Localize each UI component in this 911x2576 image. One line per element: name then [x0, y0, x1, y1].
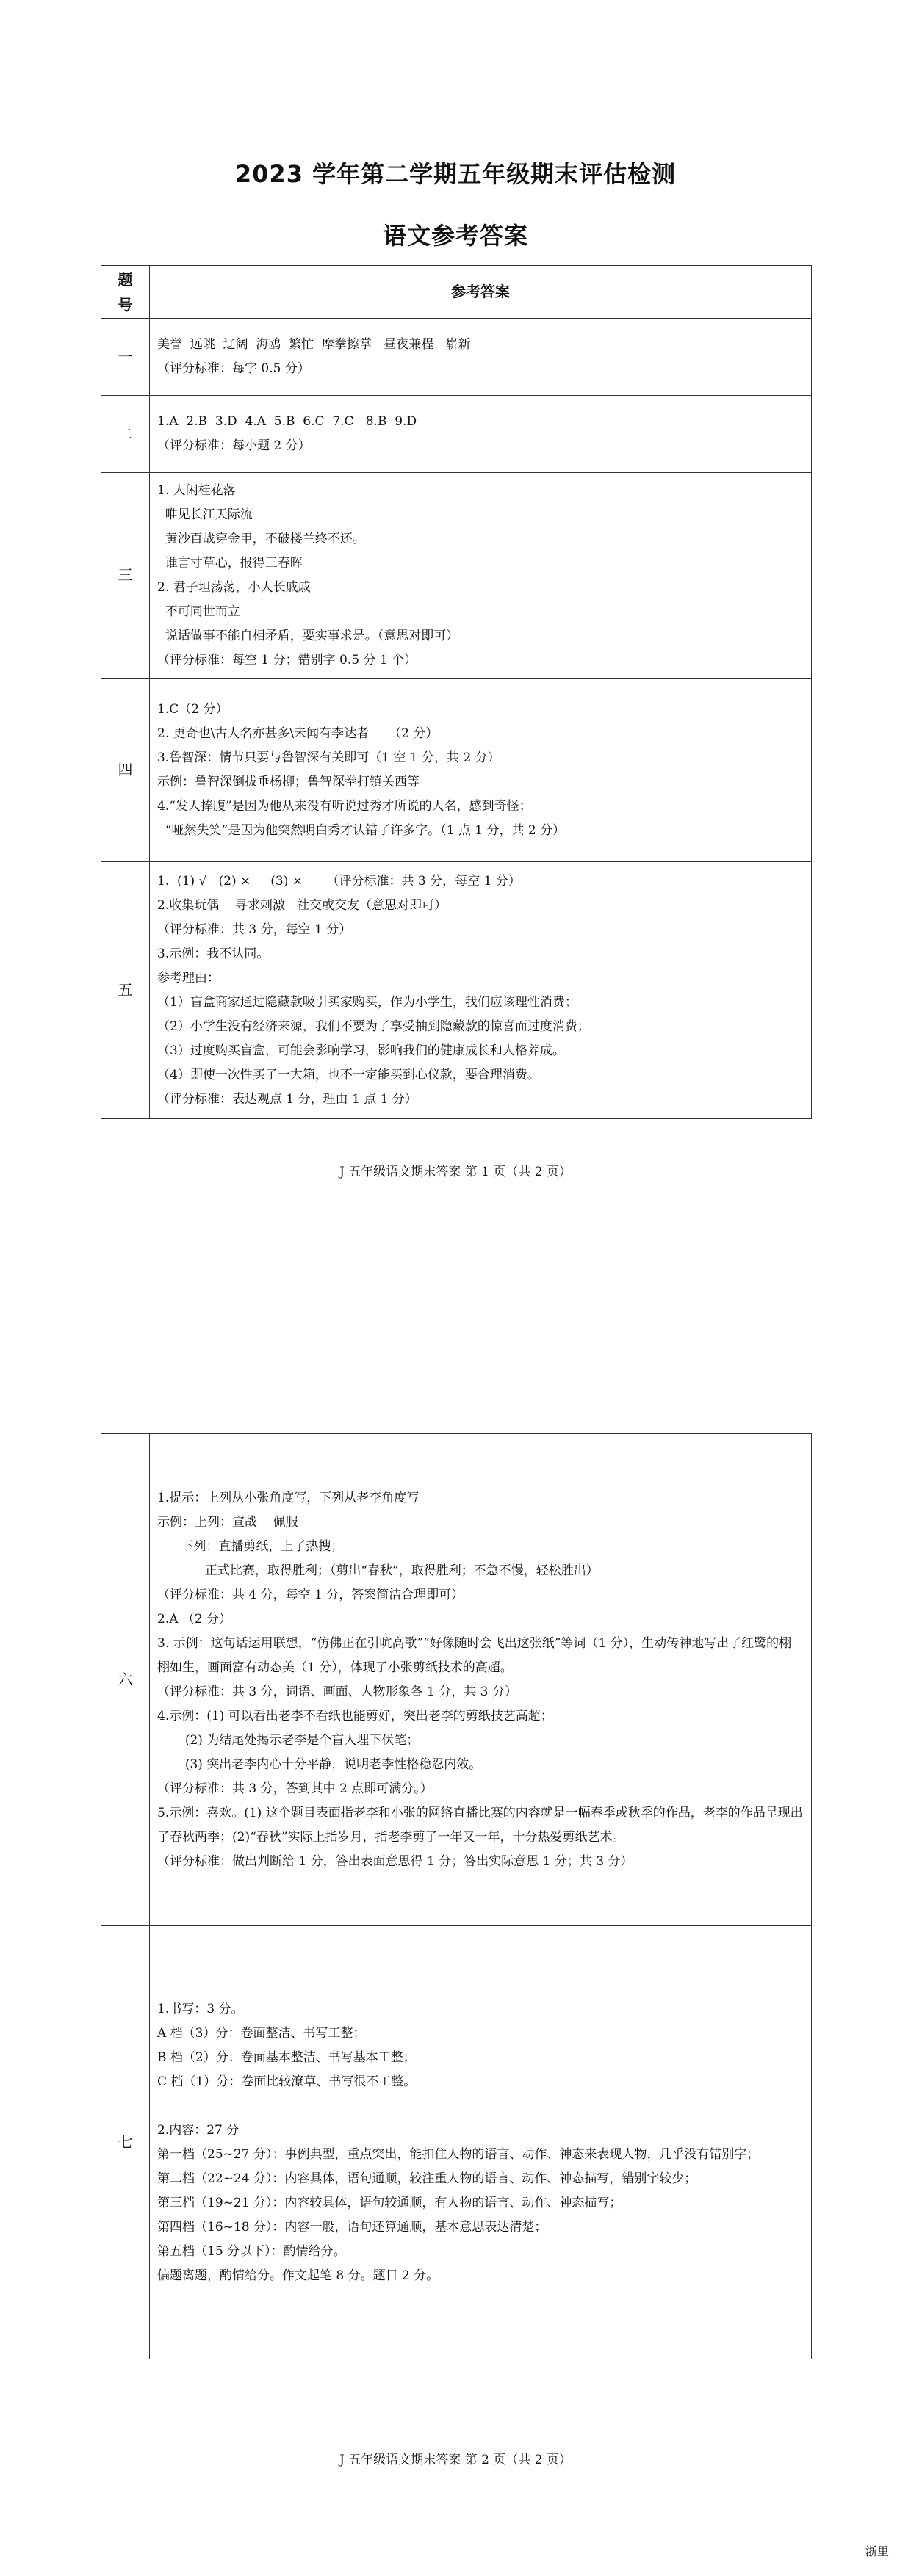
question-number: 一 — [101, 319, 150, 396]
answer-line: 说话做事不能自相矛盾，要实事求是。（意思对即可） — [157, 628, 459, 643]
page-title: 2023 学年第二学期五年级期末评估检测 — [234, 160, 677, 188]
answer-line: （评分标准：每空 1 分；错别字 0.5 分 1 个） — [157, 652, 417, 667]
table-header-row — [101, 266, 812, 319]
answer-line: 2.内容：27 分 — [157, 2122, 240, 2138]
table-row — [101, 396, 812, 473]
answer-line: 参考理由： — [157, 970, 220, 985]
header-num-line1: 题 — [118, 270, 133, 289]
answer-line: A 档（3）分：卷面整洁、书写工整； — [157, 2025, 366, 2041]
question-number: 六 — [101, 1434, 150, 1926]
question-number: 二 — [101, 396, 150, 473]
answer-line: B 档（2）分：卷面基本整洁、书写基本工整； — [157, 2049, 416, 2065]
answer-line: （4）即使一次性买了一大箱，也不一定能买到心仪款，要合理消费。 — [157, 1067, 540, 1082]
page-subtitle: 语文参考答案 — [382, 222, 528, 250]
answer-line: 2. 君子坦荡荡，小人长戚戚 — [157, 579, 311, 595]
answer-line: 谁言寸草心，报得三春晖 — [157, 555, 303, 571]
table-row — [101, 1926, 812, 2359]
answer-line: 第四档（16~18 分）：内容一般，语句还算通顺，基本意思表达清楚； — [157, 2219, 547, 2235]
answer-table-page-1 — [101, 265, 812, 1119]
answer-line: C 档（1）分：卷面比较潦草、书写很不工整。 — [157, 2074, 417, 2089]
answer-line: 美誉 远眺 辽阔 海鸥 繁忙 摩拳擦掌 昼夜兼程 崭新 — [157, 337, 471, 352]
answer-cell — [150, 1434, 812, 1926]
answer-line: 偏题离题，酌情给分。作文起笔 8 分。题目 2 分。 — [157, 2268, 439, 2283]
answer-line: 2. 更奇也\古人名亦甚多\未闻有李达者 （2 分） — [157, 726, 439, 741]
answer-line: 示例：鲁智深倒拔垂杨柳；鲁智深拳打镇关西等 — [157, 774, 420, 789]
answer-line: 2.A （2 分） — [157, 1611, 232, 1627]
answer-line: 第五档（15 分以下）：酌情给分。 — [157, 2243, 346, 2259]
question-number: 七 — [101, 1926, 150, 2359]
answer-cell — [150, 473, 812, 679]
question-number: 五 — [101, 862, 150, 1119]
answer-line: 黄沙百战穿金甲，不破楼兰终不还。 — [157, 531, 365, 546]
answer-line: （3）过度购买盲盒，可能会影响学习，影响我们的健康成长和人格养成。 — [157, 1043, 565, 1058]
table-row — [101, 319, 812, 396]
answer-line: （评分标准：共 3 分，每空 1 分） — [157, 922, 352, 937]
corner-watermark-text: 浙里 — [865, 2544, 889, 2558]
answer-cell — [150, 679, 812, 862]
answer-line: （评分标准：共 3 分，答到其中 2 点即可满分。） — [157, 1781, 433, 1796]
page-footer-2: J 五年级语文期末答案 第 2 页（共 2 页） — [339, 2453, 572, 2467]
answer-line: （评分标准：共 3 分，词语、画面、人物形象各 1 分，共 3 分） — [157, 1684, 517, 1699]
blank-line — [157, 2094, 804, 2119]
answer-line: 唯见长江天际流 — [157, 507, 253, 522]
answer-line: 1. 人闲桂花落 — [157, 482, 236, 498]
question-number: 三 — [101, 473, 150, 679]
header-num-line2: 号 — [118, 295, 133, 314]
answer-line: （1）盲盒商家通过隐藏款吸引买家购买，作为小学生，我们应该理性消费； — [157, 994, 577, 1010]
answer-line: 下列：直播剪纸，上了热搜； — [157, 1538, 344, 1554]
answer-line: （评分标准：表达观点 1 分，理由 1 点 1 分） — [157, 1091, 417, 1107]
answer-line: 1. (1) √ (2) × (3) × （评分标准：共 3 分，每空 1 分） — [157, 873, 521, 889]
answer-line: “哑然失笑”是因为他突然明白秀才认错了许多字。（1 点 1 分，共 2 分） — [157, 822, 566, 838]
answer-line: 第三档（19~21 分）：内容较具体，语句较通顺，有人物的语言、动作、神态描写； — [157, 2195, 622, 2210]
answer-line: 4.“发人捧腹”是因为他从来没有听说过秀才所说的人名，感到奇怪； — [157, 798, 532, 814]
page-footer-1: J 五年级语文期末答案 第 1 页（共 2 页） — [339, 1165, 572, 1179]
answer-cell — [150, 862, 812, 1119]
question-number: 四 — [101, 679, 150, 862]
answer-line: (2) 为结尾处揭示老李是个盲人埋下伏笔； — [157, 1732, 420, 1748]
answer-line: 示例：上列：宣战 佩服 — [157, 1514, 298, 1530]
answer-table-page-2 — [101, 1433, 812, 2359]
answer-line: 1.书写：3 分。 — [157, 2001, 244, 2016]
answer-line: 3. 示例：这句话运用联想，“仿佛正在引吭高歌”“好像随时会飞出这张纸”等词（1 分），生动传神地写出了红鹭的栩栩如生，画面富有动态美（1 分），体现了小张剪纸技术的高超。 — [157, 1635, 792, 1675]
table-row — [101, 473, 812, 679]
answer-line: 3.示例：我不认同。 — [157, 946, 270, 961]
header-number-cell — [101, 266, 150, 319]
header-answer-cell: 参考答案 — [150, 266, 812, 319]
answer-cell — [150, 319, 812, 396]
table-row — [101, 1434, 812, 1926]
answer-line: 2.收集玩偶 寻求刺激 社交或交友（意思对即可） — [157, 897, 447, 913]
answer-line: 第二档（22~24 分）：内容具体，语句通顺，较注重人物的语言、动作、神态描写，错别字较少； — [157, 2171, 697, 2186]
answer-cell — [150, 1926, 812, 2359]
answer-line: 不可同世而立 — [157, 604, 240, 619]
answer-line: 正式比赛，取得胜利；（剪出“春秋”，取得胜利；不急不慢，轻松胜出） — [157, 1563, 599, 1578]
answer-cell — [150, 396, 812, 473]
answer-line: 4.示例：(1) 可以看出老李不看纸也能剪好，突出老李的剪纸技艺高超； — [157, 1708, 553, 1723]
answer-line: （评分标准：做出判断给 1 分，答出表面意思得 1 分；答出实际意思 1 分；共 3 分） — [157, 1853, 633, 1869]
answer-line: （评分标准：每小题 2 分） — [157, 438, 311, 453]
answer-line: (3) 突出老李内心十分平静，说明老李性格稳忍内敛。 — [157, 1756, 482, 1772]
table-row — [101, 679, 812, 862]
answer-line: 3.鲁智深：情节只要与鲁智深有关即可（1 空 1 分，共 2 分） — [157, 750, 500, 765]
answer-line: 5.示例：喜欢。(1) 这个题目表面指老李和小张的网络直播比赛的内容就是一幅春季或秋季的作品，老李的作品呈现出了春秋两季；(2)“春秋”实际上指岁月，指老李剪了一年又一年，十分热爱剪纸艺术。 — [157, 1805, 803, 1845]
answer-line: （评分标准：每字 0.5 分） — [157, 361, 310, 376]
answer-line: 1.A 2.B 3.D 4.A 5.B 6.C 7.C 8.B 9.D — [157, 414, 417, 429]
answer-line: 1.提示：上列从小张角度写，下列从老李角度写 — [157, 1490, 420, 1505]
answer-line: （2）小学生没有经济来源，我们不要为了享受抽到隐藏款的惊喜而过度消费； — [157, 1019, 590, 1034]
answer-line: 第一档（25~27 分）：事例典型，重点突出，能扣住人物的语言、动作、神态来表现人物，几乎没有错别字； — [157, 2146, 760, 2162]
table-row — [101, 862, 812, 1119]
answer-line: 1.C（2 分） — [157, 701, 228, 717]
answer-line: （评分标准：共 4 分，每空 1 分，答案简洁合理即可） — [157, 1587, 464, 1602]
